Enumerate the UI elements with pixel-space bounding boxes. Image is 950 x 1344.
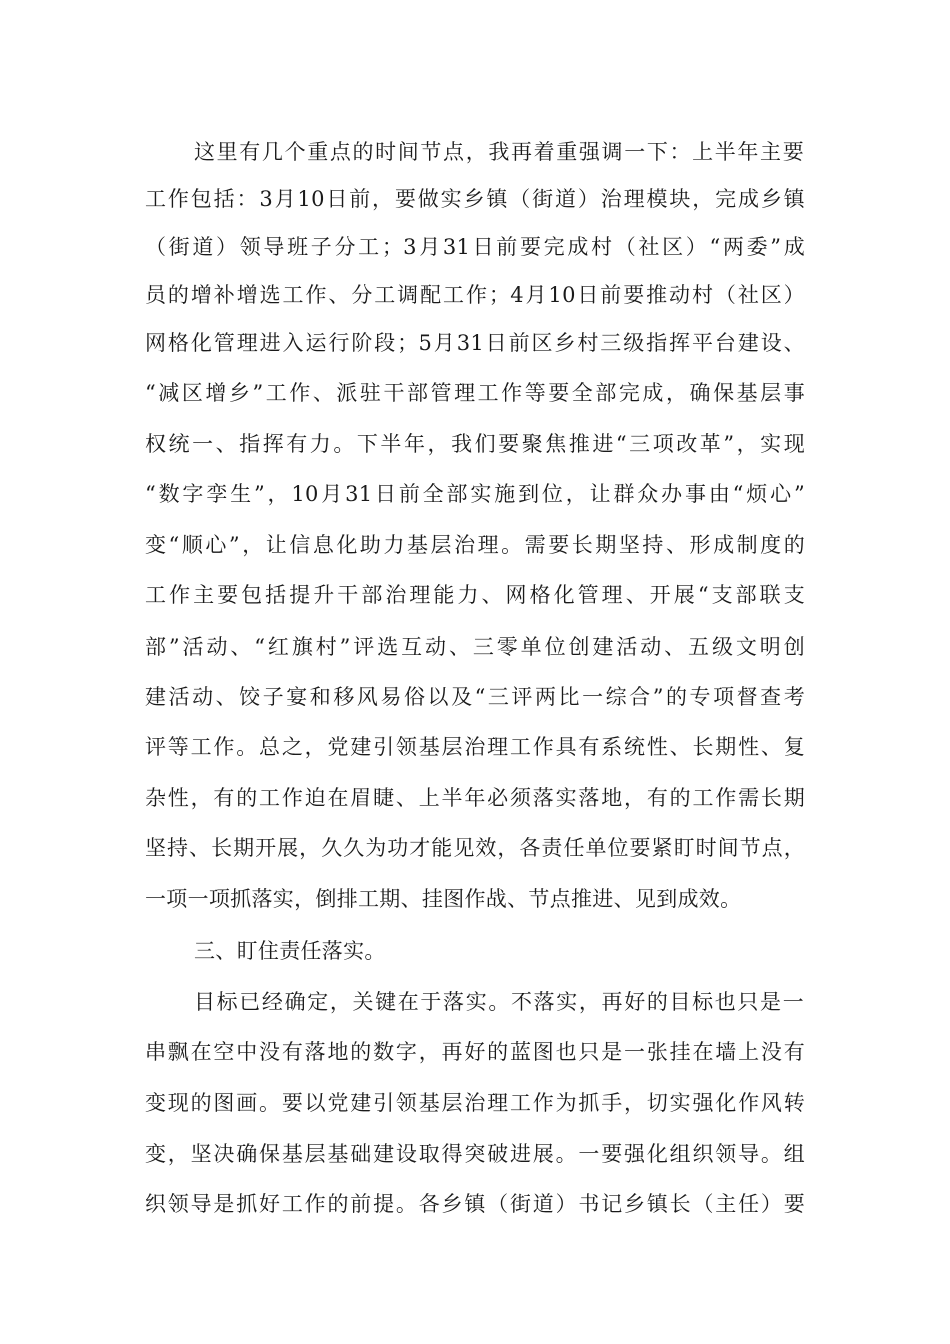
text-line-4: 员的增补增选工作、分工调配工作；4月10日前要推动村（社区） — [145, 283, 805, 307]
text-line-9: 变“顺心”，让信息化助力基层治理。需要长期坚持、形成制度的 — [145, 533, 805, 557]
text-line-8: “数字孪生”，10月31日前全部实施到位，让群众办事由“烦心” — [145, 482, 805, 506]
text-line-10: 工作主要包括提升干部治理能力、网格化管理、开展“支部联支 — [145, 583, 805, 607]
text-line-7: 权统一、指挥有力。下半年，我们要聚焦推进“三项改革”，实现 — [145, 432, 805, 456]
text-line-2: 工作包括：3月10日前，要做实乡镇（街道）治理模块，完成乡镇 — [145, 187, 805, 211]
text-line-5: 网格化管理进入运行阶段；5月31日前区乡村三级指挥平台建设、 — [145, 331, 805, 355]
text-line-20: 变，坚决确保基层基础建设取得突破进展。一要强化组织领导。组 — [145, 1142, 805, 1166]
text-line-6: “减区增乡”工作、派驻干部管理工作等要全部完成，确保基层事 — [145, 381, 805, 405]
text-line-14: 杂性，有的工作迫在眉睫、上半年必须落实落地，有的工作需长期 — [145, 786, 805, 810]
section-heading: 三、盯住责任落实。 — [194, 939, 386, 963]
text-line-12: 建活动、饺子宴和移风易俗以及“三评两比一综合”的专项督查考 — [145, 685, 805, 709]
text-line-18: 串飘在空中没有落地的数字，再好的蓝图也只是一张挂在墙上没有 — [145, 1040, 805, 1064]
text-line-13: 评等工作。总之，党建引领基层治理工作具有系统性、长期性、复 — [145, 735, 805, 759]
text-line-16: 一项一项抓落实，倒排工期、挂图作战、节点推进、见到成效。 — [145, 887, 742, 911]
text-line-21: 织领导是抓好工作的前提。各乡镇（街道）书记乡镇长（主任）要 — [145, 1192, 805, 1216]
text-line-11: 部”活动、“红旗村”评选互动、三零单位创建活动、五级文明创 — [145, 635, 805, 659]
text-line-1: 这里有几个重点的时间节点，我再着重强调一下：上半年主要 — [194, 140, 804, 164]
text-line-15: 坚持、长期开展，久久为功才能见效，各责任单位要紧盯时间节点， — [145, 836, 805, 860]
text-line-19: 变现的图画。要以党建引领基层治理工作为抓手，切实强化作风转 — [145, 1091, 805, 1115]
text-line-3: （街道）领导班子分工；3月31日前要完成村（社区）“两委”成 — [145, 235, 805, 259]
text-line-17: 目标已经确定，关键在于落实。不落实，再好的目标也只是一 — [194, 990, 804, 1014]
